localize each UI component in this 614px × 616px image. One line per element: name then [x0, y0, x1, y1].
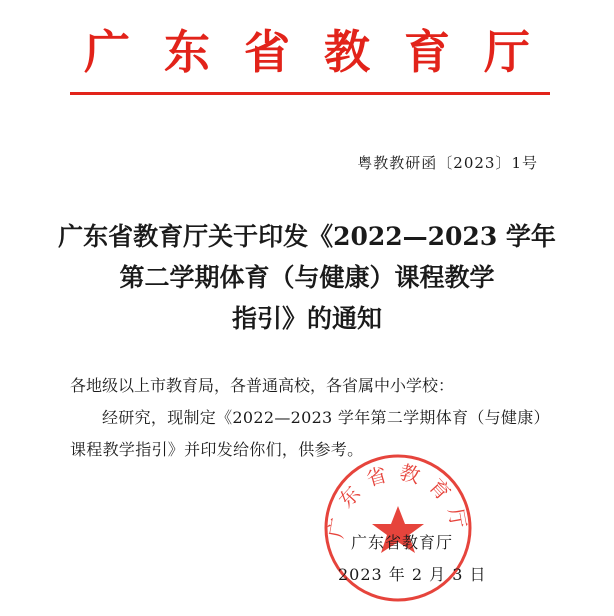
title-line-3: 指引》的通知	[231, 304, 382, 333]
title-line-2: 第二学期体育（与健康）课程教学	[119, 263, 495, 292]
letterhead-title: 广东省教育厅	[84, 25, 564, 79]
title-line-1: 广东省教育厅关于印发《2022—2023 学年	[58, 222, 556, 251]
signer-name: 广东省教育厅	[351, 533, 454, 552]
body-paragraph: 经研究，现制定《2022—2023 学年第二学期体育（与健康）课程教学指引》并印发给你们，供参考。	[70, 408, 550, 459]
document-number: 粤教教研函〔2023〕1号	[357, 154, 538, 172]
addressee-line: 各地级以上市教育局，各普通高校，各省属中小学校：	[70, 376, 455, 395]
letterhead-divider	[70, 92, 550, 95]
issue-date: 2023 年 2 月 3 日	[338, 565, 487, 584]
document-title	[0, 216, 614, 339]
seal-text: 广东省教育厅	[323, 459, 473, 541]
